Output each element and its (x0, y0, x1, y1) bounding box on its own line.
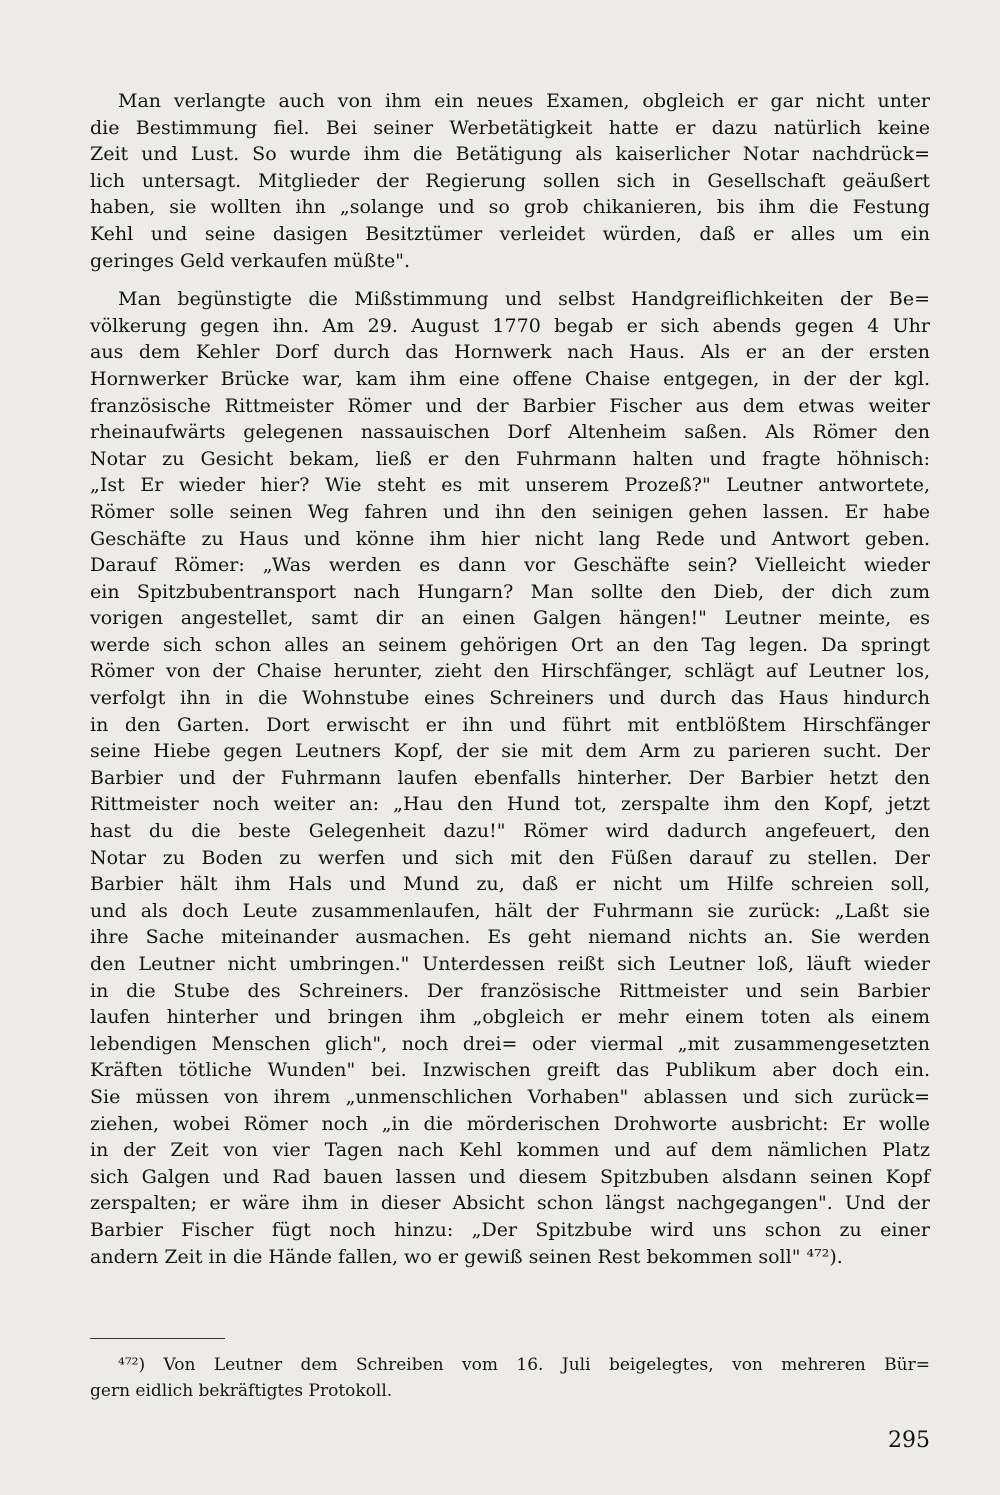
text-line: Man verlangte auch von ihm ein neues Examen, obgleich er gar nicht unter (118, 90, 930, 112)
text-line: aus dem Kehler Dorf durch das Hornwerk nach Haus. Als er an der ersten (90, 341, 930, 364)
paragraph (90, 88, 930, 274)
text-line: Man begünstigte die Mißstimmung und selbst Handgreiflichkeiten der Be= (118, 288, 930, 311)
text-line: Barbier Fischer fügt noch hinzu: „Der Spitzbube wird uns schon zu einer (90, 1218, 930, 1241)
text-line: haben, sie wollten ihn „solange und so grob chikanieren, bis ihm die Festung (90, 196, 930, 219)
text-line: sich Galgen und Rad bauen lassen und diesem Spitzbuben alsdann seinen Kopf (90, 1165, 930, 1188)
text-line: die Bestimmung fiel. Bei seiner Werbetätigkeit hatte er dazu natürlich keine (90, 116, 930, 139)
text-line: Barbier hält ihm Hals und Mund zu, daß er nicht um Hilfe schreien soll, (90, 873, 930, 896)
text-line: und als doch Leute zusammenlaufen, hält der Fuhrmann sie zurück: „Laßt sie (90, 899, 930, 922)
text-line: rheinaufwärts gelegenen nassauischen Dorf Altenheim saßen. Als Römer den (90, 421, 930, 444)
text-line: Notar zu Boden zu werfen und sich mit den Füßen darauf zu stellen. Der (90, 846, 930, 869)
text-line: andern Zeit in die Hände fallen, wo er gewiß seinen Rest bekommen soll" ⁴⁷²). (90, 1245, 843, 1268)
text-line: den Leutner nicht umbringen." Unterdessen reißt sich Leutner loß, läuft wieder (90, 953, 930, 975)
footnote-divider (90, 1338, 225, 1339)
text-line: in der Zeit von vier Tagen nach Kehl kommen und auf dem nämlichen Platz (90, 1139, 930, 1162)
text-line: verfolgt ihn in die Wohnstube eines Schreiners und durch das Haus hindurch (90, 687, 930, 710)
text-line: Darauf Römer: „Was werden es dann vor Geschäfte sein? Vielleicht wieder (90, 554, 930, 577)
text-line: Barbier und der Fuhrmann laufen ebenfalls hinterher. Der Barbier hetzt den (90, 766, 930, 789)
text-line: Geschäfte zu Haus und könne ihm hier nicht lang Rede und Antwort geben. (90, 527, 930, 550)
text-line: Rittmeister noch weiter an: „Hau den Hund tot, zerspalte ihm den Kopf, jetzt (90, 793, 930, 816)
text-line: geringes Geld verkaufen müßte". (90, 249, 410, 272)
text-line: werde sich schon alles an seinem gehörigen Ort an den Tag legen. Da springt (90, 633, 930, 656)
page-number: 295 (888, 1428, 930, 1453)
footnote (90, 1352, 930, 1404)
text-line: in den Garten. Dort erwischt er ihn und führt mit entblößtem Hirschfänger (90, 713, 930, 736)
text-line: laufen hinterher und bringen ihm „obgleich er mehr einem toten als einem (90, 1006, 930, 1029)
paragraph (90, 286, 930, 1270)
text-line: lebendigen Menschen glich", noch drei= oder viermal „mit zusammengesetzten (90, 1032, 930, 1055)
text-line: völkerung gegen ihn. Am 29. August 1770 begab er sich abends gegen 4 Uhr (90, 314, 930, 337)
text-line: Kräften tötliche Wunden" bei. Inzwischen greift das Publikum aber doch ein. (90, 1059, 930, 1082)
text-line: Kehl und seine dasigen Besitztümer verleidet würden, daß er alles um ein (90, 222, 930, 245)
text-line: seine Hiebe gegen Leutners Kopf, der sie mit dem Arm zu parieren sucht. Der (90, 740, 930, 763)
paragraph-gap (90, 274, 930, 286)
text-line: Sie müssen von ihrem „unmenschlichen Vorhaben" ablassen und sich zurück= (90, 1085, 930, 1108)
text-line: lich untersagt. Mitglieder der Regierung sollen sich in Gesellschaft geäußert (90, 169, 930, 192)
text-line: Römer solle seinen Weg fahren und ihn den seinigen gehen lassen. Er habe (90, 500, 930, 523)
footnote-line: ⁴⁷²) Von Leutner dem Schreiben vom 16. Juli beigelegtes, von mehreren Bür= (118, 1355, 930, 1375)
text-line: Hornwerker Brücke war, kam ihm eine offene Chaise entgegen, in der der kgl. (90, 367, 930, 390)
body-text (90, 88, 930, 1270)
text-line: Zeit und Lust. So wurde ihm die Betätigung als kaiserlicher Notar nachdrück= (90, 143, 930, 166)
text-line: Römer von der Chaise herunter, zieht den Hirschfänger, schlägt auf Leutner los, (90, 660, 930, 683)
text-line: in die Stube des Schreiners. Der französische Rittmeister und sein Barbier (90, 979, 930, 1002)
text-line: Notar zu Gesicht bekam, ließ er den Fuhrmann halten und fragte höhnisch: (90, 447, 930, 470)
text-line: zerspalten; er wäre ihm in dieser Absicht schon längst nachgegangen". Und der (90, 1192, 930, 1215)
text-line: ziehen, wobei Römer noch „in die mörderischen Drohworte ausbricht: Er wolle (90, 1112, 930, 1135)
text-line: ein Spitzbubentransport nach Hungarn? Man sollte den Dieb, der dich zum (90, 580, 930, 603)
footnote-line: gern eidlich bekräftigtes Protokoll. (90, 1381, 393, 1401)
text-line: hast du die beste Gelegenheit dazu!" Römer wird dadurch angefeuert, den (90, 820, 930, 843)
text-line: vorigen angestellet, samt dir an einen Galgen hängen!" Leutner meinte, es (90, 607, 930, 630)
text-line: ihre Sache miteinander ausmachen. Es geht niemand nichts an. Sie werden (90, 926, 930, 949)
text-line: französische Rittmeister Römer und der Barbier Fischer aus dem etwas weiter (90, 394, 930, 417)
text-line: „Ist Er wieder hier? Wie steht es mit unserem Prozeß?" Leutner antwortete, (90, 474, 930, 497)
